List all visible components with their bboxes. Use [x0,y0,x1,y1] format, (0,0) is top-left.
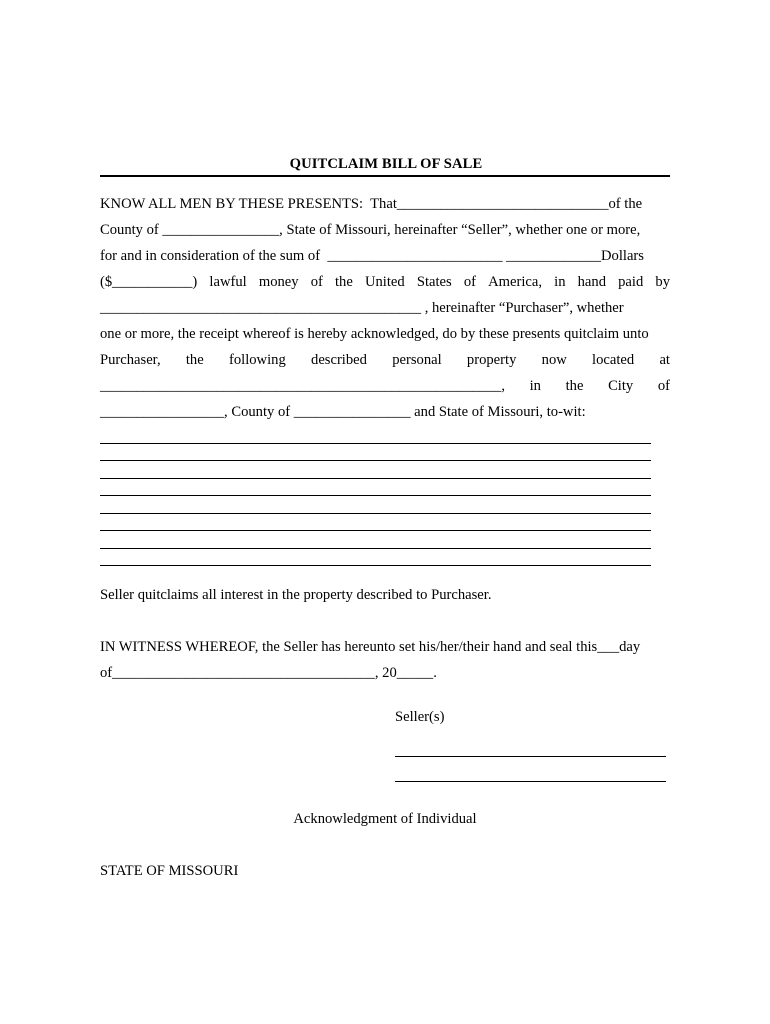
witness-line-1: IN WITNESS WHEREOF, the Seller has hereunto set his/her/their hand and seal this___day [100,639,641,655]
word: _______________________________________________________, [100,378,505,394]
word: by [655,274,670,290]
word: at [659,352,670,368]
para-line-4 [100,273,670,291]
word: money [258,274,299,290]
document-title: QUITCLAIM BILL OF SALE [289,156,483,172]
word: paid [618,274,644,290]
property-description-line[interactable] [100,530,651,531]
word: the [185,352,204,368]
word: States [416,274,452,290]
word: now [541,352,567,368]
title-block [100,155,670,177]
state-label: STATE OF MISSOURI [100,863,239,879]
word: the [565,378,584,394]
property-description-line[interactable] [100,478,651,479]
property-description-line[interactable] [100,495,651,496]
para-line-7 [100,351,670,369]
seller-signature-line[interactable] [395,781,666,782]
word: of [310,274,323,290]
word: hand [577,274,606,290]
seller-statement: Seller quitclaims all interest in the property described to Purchaser. [100,587,492,603]
para-line-6: one or more, the receipt whereof is hereby acknowledged, do by these presents quitclaim unto [100,326,649,342]
word: Purchaser, [100,352,161,368]
word: the [335,274,353,290]
word: described [311,352,367,368]
word: property [466,352,517,368]
word: of [463,274,476,290]
property-description-line[interactable] [100,460,651,461]
word: located [592,352,635,368]
word: following [228,352,286,368]
word: in [529,378,541,394]
property-description-line[interactable] [100,513,651,514]
acknowledgment-heading: Acknowledgment of Individual [293,811,477,827]
word: lawful [209,274,247,290]
word: City [608,378,634,394]
property-description-line[interactable] [100,443,651,444]
property-description-line[interactable] [100,548,651,549]
witness-line-2: of____________________________________, 20_____. [100,665,437,681]
para-line-8 [100,377,670,395]
word: ($___________) [100,274,198,290]
para-line-3: for and in consideration of the sum of ________________________ _____________Dollars [100,248,644,264]
para-line-1: KNOW ALL MEN BY THESE PRESENTS: That_____________________________of the [100,196,643,212]
word: in [554,274,566,290]
word: America, [488,274,543,290]
property-description-line[interactable] [100,565,651,566]
seller-signature-line[interactable] [395,756,666,757]
para-line-9: _________________, County of ________________ and State of Missouri, to-wit: [100,404,586,420]
word: personal [392,352,442,368]
seller-label: Seller(s) [395,709,445,725]
para-line-5: ____________________________________________ , hereinafter “Purchaser”, whether [100,300,624,316]
word: United [364,274,405,290]
word: of [657,378,670,394]
para-line-2: County of ________________, State of Missouri, hereinafter “Seller”, whether one or more, [100,222,641,238]
